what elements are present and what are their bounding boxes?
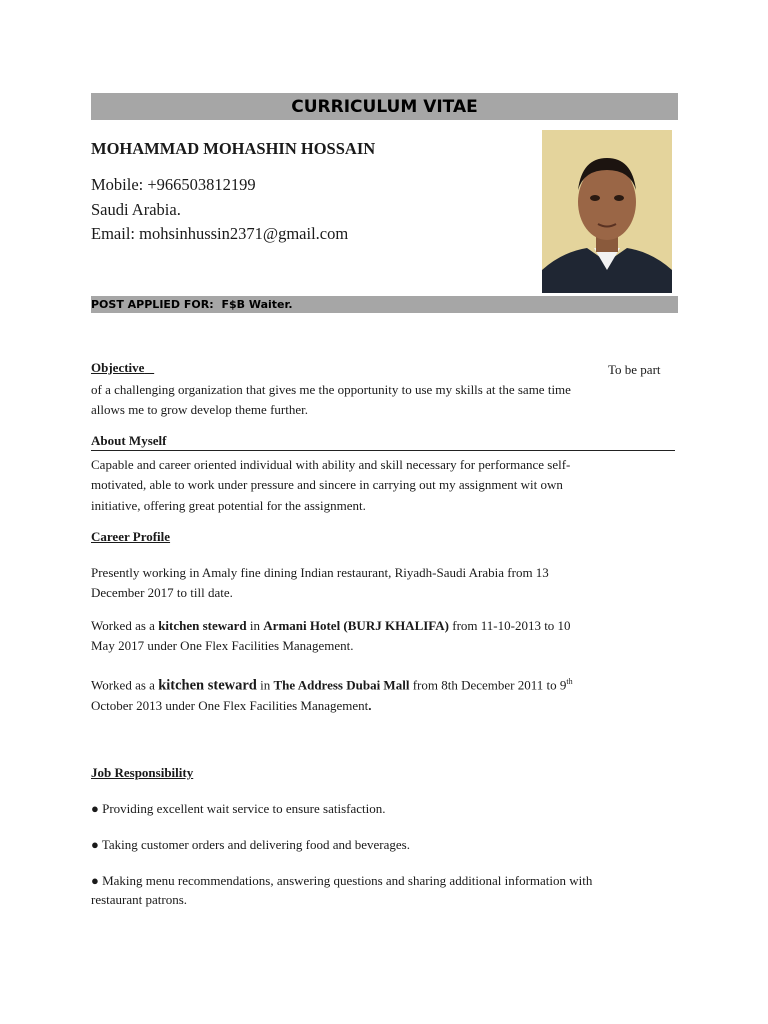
job-item-3-line-2: restaurant patrons. <box>91 892 188 907</box>
candidate-name: MOHAMMAD MOHASHIN HOSSAIN <box>91 139 376 158</box>
about-heading: About Myself <box>91 433 167 448</box>
profile-photo <box>542 130 672 293</box>
about-divider <box>91 450 675 451</box>
objective-text-line-2: allows me to grow develop theme further. <box>91 402 308 417</box>
career-entry-1-line-2: December 2017 to till date. <box>91 585 233 600</box>
job-item-3-line-1: ● Making menu recommendations, answering questions and sharing additional information with <box>91 873 593 888</box>
job-item-2: ● Taking customer orders and delivering food and beverages. <box>91 837 410 852</box>
post-applied-label: POST APPLIED FOR: <box>91 298 214 311</box>
cv-title: CURRICULUM VITAE <box>91 93 678 120</box>
post-applied-bar <box>91 296 678 313</box>
about-text-line-1: Capable and career oriented individual with ability and skill necessary for performance self- <box>91 457 571 472</box>
post-applied-value: F$B Waiter. <box>221 298 293 311</box>
career-entry-3-line-1: Worked as a kitchen steward in The Address Dubai Mall from 8th December 2011 to 9th <box>91 677 573 694</box>
career-entry-2-line-2: May 2017 under One Flex Facilities Management. <box>91 638 354 653</box>
person-portrait-icon <box>542 130 672 293</box>
career-heading: Career Profile <box>91 529 171 544</box>
objective-heading: Objective <box>91 360 145 375</box>
objective-text-line-1: of a challenging organization that gives me the opportunity to use my skills at the same time <box>91 382 571 397</box>
about-text-line-2: motivated, able to work under pressure and sincere in carrying out my assignment wit own <box>91 477 563 492</box>
career-entry-2-line-1: Worked as a kitchen steward in Armani Hotel (BURJ KHALIFA) from 11-10-2013 to 10 <box>91 618 571 633</box>
about-text-line-3: initiative, offering great potential for the assignment. <box>91 498 366 513</box>
contact-location: Saudi Arabia. <box>91 200 181 219</box>
contact-mobile: Mobile: +966503812199 <box>91 175 256 194</box>
job-item-1: ● Providing excellent wait service to ensure satisfaction. <box>91 801 386 816</box>
contact-email: Email: mohsinhussin2371@gmail.com <box>91 224 349 243</box>
career-entry-3-line-2: October 2013 under One Flex Facilities Management. <box>91 698 372 713</box>
career-entry-1-line-1: Presently working in Amaly fine dining Indian restaurant, Riyadh-Saudi Arabia from 13 <box>91 565 549 580</box>
objective-lead: To be part <box>608 362 661 377</box>
job-heading: Job Responsibility <box>91 765 194 780</box>
